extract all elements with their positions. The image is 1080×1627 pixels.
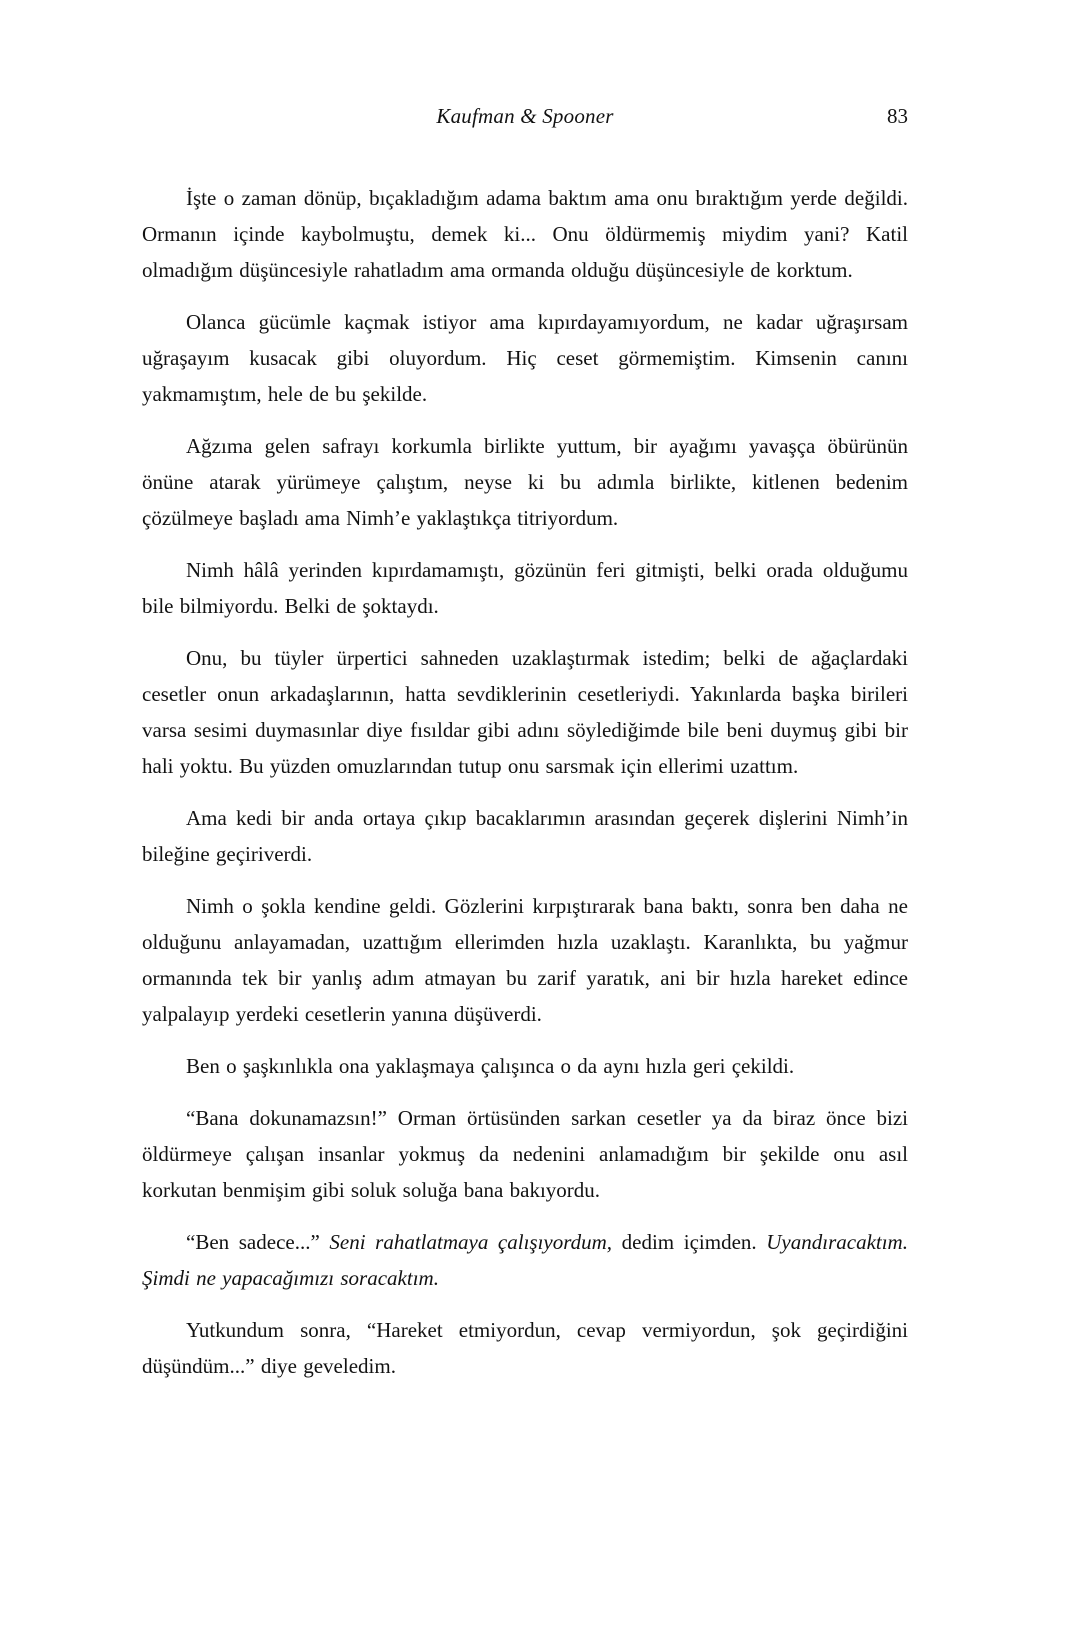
text-segment: Nimh hâlâ yerinden kıpırdamamıştı, gözünün feri gitmişti, belki orada olduğumu bile bilmiyordu. Belki de şoktaydı. [142,558,908,618]
page-header [142,104,908,134]
text-segment: “Ben sadece...” [186,1230,330,1254]
paragraph [142,1048,908,1084]
text-segment: Yutkundum sonra, “Hareket etmiyordun, cevap vermiyordun, şok geçirdiğini düşündüm...” diye geveledim. [142,1318,908,1378]
text-segment: Ama kedi bir anda ortaya çıkıp bacaklarımın arasından geçerek dişlerini Nimh’in bileğine geçiriverdi. [142,806,908,866]
paragraph [142,1312,908,1384]
text-segment: İşte o zaman dönüp, bıçakladığım adama baktım ama onu bıraktığım yerde değildi. Ormanın içinde kaybolmuştu, demek ki... Onu öldürmemiş miydim yani? Katil olmadığım düşüncesiyle rahatladım ama ormanda olduğu düşüncesiyle de korktum. [142,186,908,282]
paragraph [142,552,908,624]
page-number: 83 [887,104,908,128]
running-title: Kaufman & Spooner [436,104,614,128]
paragraph [142,1224,908,1296]
page-body [142,180,908,1384]
text-segment: Ağzıma gelen safrayı korkumla birlikte yuttum, bir ayağımı yavaşça öbürünün önüne atarak yürümeye çalıştım, neyse ki bu adımla birlikte, kitlenen bedenim çözülmeye başladı ama Nimh’e yaklaştıkça titriyordum. [142,434,908,530]
text-segment: Nimh o şokla kendine geldi. Gözlerini kırpıştırarak bana baktı, sonra ben daha ne olduğunu anlayamadan, uzattığım ellerimden hızla uzaklaştı. Karanlıkta, bu yağmur ormanında tek bir yanlış adım atmayan bu zarif yaratık, ani bir hızla hareket edince yalpalayıp yerdeki cesetlerin yanına düşüverdi. [142,894,908,1026]
paragraph [142,888,908,1032]
text-segment: dedim içimden. [612,1230,767,1254]
paragraph [142,304,908,412]
paragraph [142,180,908,288]
text-segment: Seni rahatlatmaya çalışıyordum, [329,1230,613,1254]
paragraph [142,428,908,536]
paragraph [142,800,908,872]
paragraph [142,640,908,784]
text-segment: Ben o şaşkınlıkla ona yaklaşmaya çalışınca o da aynı hızla geri çekildi. [186,1054,795,1078]
text-segment: Uyandıracaktım. Şimdi ne yapacağımızı soracaktım. [142,1230,908,1290]
text-segment: Olanca gücümle kaçmak istiyor ama kıpırdayamıyordum, ne kadar uğraşırsam uğraşayım kusacak gibi oluyordum. Hiç ceset görmemiştim. Kimsenin canını yakmamıştım, hele de bu şekilde. [142,310,908,406]
paragraph [142,1100,908,1208]
text-segment: “Bana dokunamazsın!” Orman örtüsünden sarkan cesetler ya da biraz önce bizi öldürmeye çalışan insanlar yokmuş da nedenini anlamadığım bir şekilde onu asıl korkutan benmişim gibi soluk soluğa bana bakıyordu. [142,1106,908,1202]
text-segment: Onu, bu tüyler ürpertici sahneden uzaklaştırmak istedim; belki de ağaçlardaki cesetler onun arkadaşlarının, hatta sevdiklerinin cesetleriydi. Yakınlarda başka birileri varsa sesimi duymasınlar diye fısıldar gibi adını söylediğimde bile beni duymuş gibi bir hali yoktu. Bu yüzden omuzlarından tutup onu sarsmak için ellerimi uzattım. [142,646,908,778]
